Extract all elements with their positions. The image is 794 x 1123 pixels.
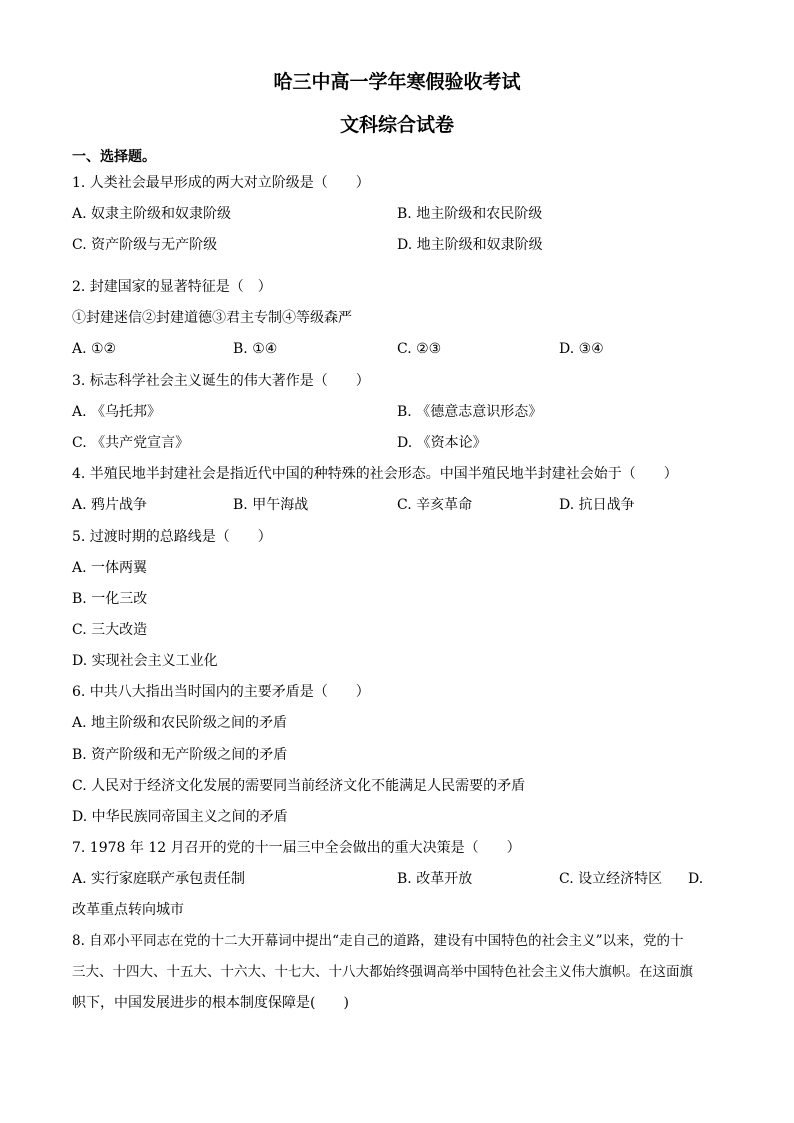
question-2-option-c: C. ②③ [397,341,442,357]
question-8-stem-line-1: 8. 自邓小平同志在党的十二大开幕词中提出“走自己的道路，建设有中国特色的社会主义”以来，党的十 [72,933,684,949]
question-7-option-c: C. 设立经济特区 [559,871,663,887]
question-5-option-a: A. 一体两翼 [72,560,148,576]
question-1-option-a: A. 奴隶主阶级和奴隶阶级 [72,206,232,222]
question-1-option-d: D. 地主阶级和奴隶阶级 [397,237,543,253]
question-7-option-d-text: 改革重点转向城市 [72,902,184,918]
question-8-stem-line-3: 帜下，中国发展进步的根本制度保障是( ) [72,995,349,1011]
question-6-stem: 6. 中共八大指出当时国内的主要矛盾是（ ） [72,684,370,700]
question-2-items: ①封建迷信②封建道德③君主专制④等级森严 [72,310,352,326]
section-heading: 一、选择题。 [72,149,156,165]
question-6-option-c: C. 人民对于经济文化发展的需要同当前经济文化不能满足人民需要的矛盾 [72,778,526,794]
question-3-stem: 3. 标志科学社会主义诞生的伟大著作是（ ） [72,373,370,389]
question-6-option-d: D. 中华民族同帝国主义之间的矛盾 [72,809,288,825]
question-2-option-a: A. ①② [72,341,117,357]
question-1-option-b: B. 地主阶级和农民阶级 [397,206,543,222]
question-1-stem: 1. 人类社会最早形成的两大对立阶级是（ ） [72,175,370,191]
question-3-option-a: A. 《乌托邦》 [72,404,162,420]
question-3-option-b: B. 《德意志意识形态》 [397,404,543,420]
question-2-option-d: D. ③④ [559,341,604,357]
question-5-option-b: B. 一化三改 [72,591,148,607]
question-4-option-c: C. 辛亥革命 [397,497,473,513]
question-4-option-b: B. 甲午海战 [233,497,309,513]
question-5-stem: 5. 过渡时期的总路线是（ ） [72,529,272,545]
question-5-option-d: D. 实现社会主义工业化 [72,653,218,669]
question-7-option-d-label: D. [688,871,704,887]
question-7-stem: 7. 1978 年 12 月召开的党的十一届三中全会做出的重大决策是（ ） [72,840,521,856]
exam-subtitle: 文科综合试卷 [339,114,454,136]
question-4-stem: 4. 半殖民地半封建社会是指近代中国的种特殊的社会形态。中国半殖民地半封建社会始于（ ） [72,466,678,482]
question-7-option-a: A. 实行家庭联产承包责任制 [72,871,246,887]
question-4-option-a: A. 鸦片战争 [72,497,148,513]
question-6-option-b: B. 资产阶级和无产阶级之间的矛盾 [72,747,288,763]
question-3-option-c: C. 《共产党宣言》 [72,435,190,451]
question-2-option-b: B. ①④ [233,341,278,357]
question-8-stem-line-2: 三大、十四大、十五大、十六大、十七大、十八大都始终强调高举中国特色社会主义伟大旗帜。在这面旗 [72,964,693,980]
question-1-option-c: C. 资产阶级与无产阶级 [72,237,218,253]
question-5-option-c: C. 三大改造 [72,622,148,638]
question-3-option-d: D. 《资本论》 [397,435,487,451]
question-7-option-b: B. 改革开放 [397,871,473,887]
question-6-option-a: A. 地主阶级和农民阶级之间的矛盾 [72,715,288,731]
question-4-option-d: D. 抗日战争 [559,497,635,513]
exam-title: 哈三中高一学年寒假验收考试 [273,71,521,93]
question-2-stem: 2. 封建国家的显著特征是（ ） [72,279,272,295]
